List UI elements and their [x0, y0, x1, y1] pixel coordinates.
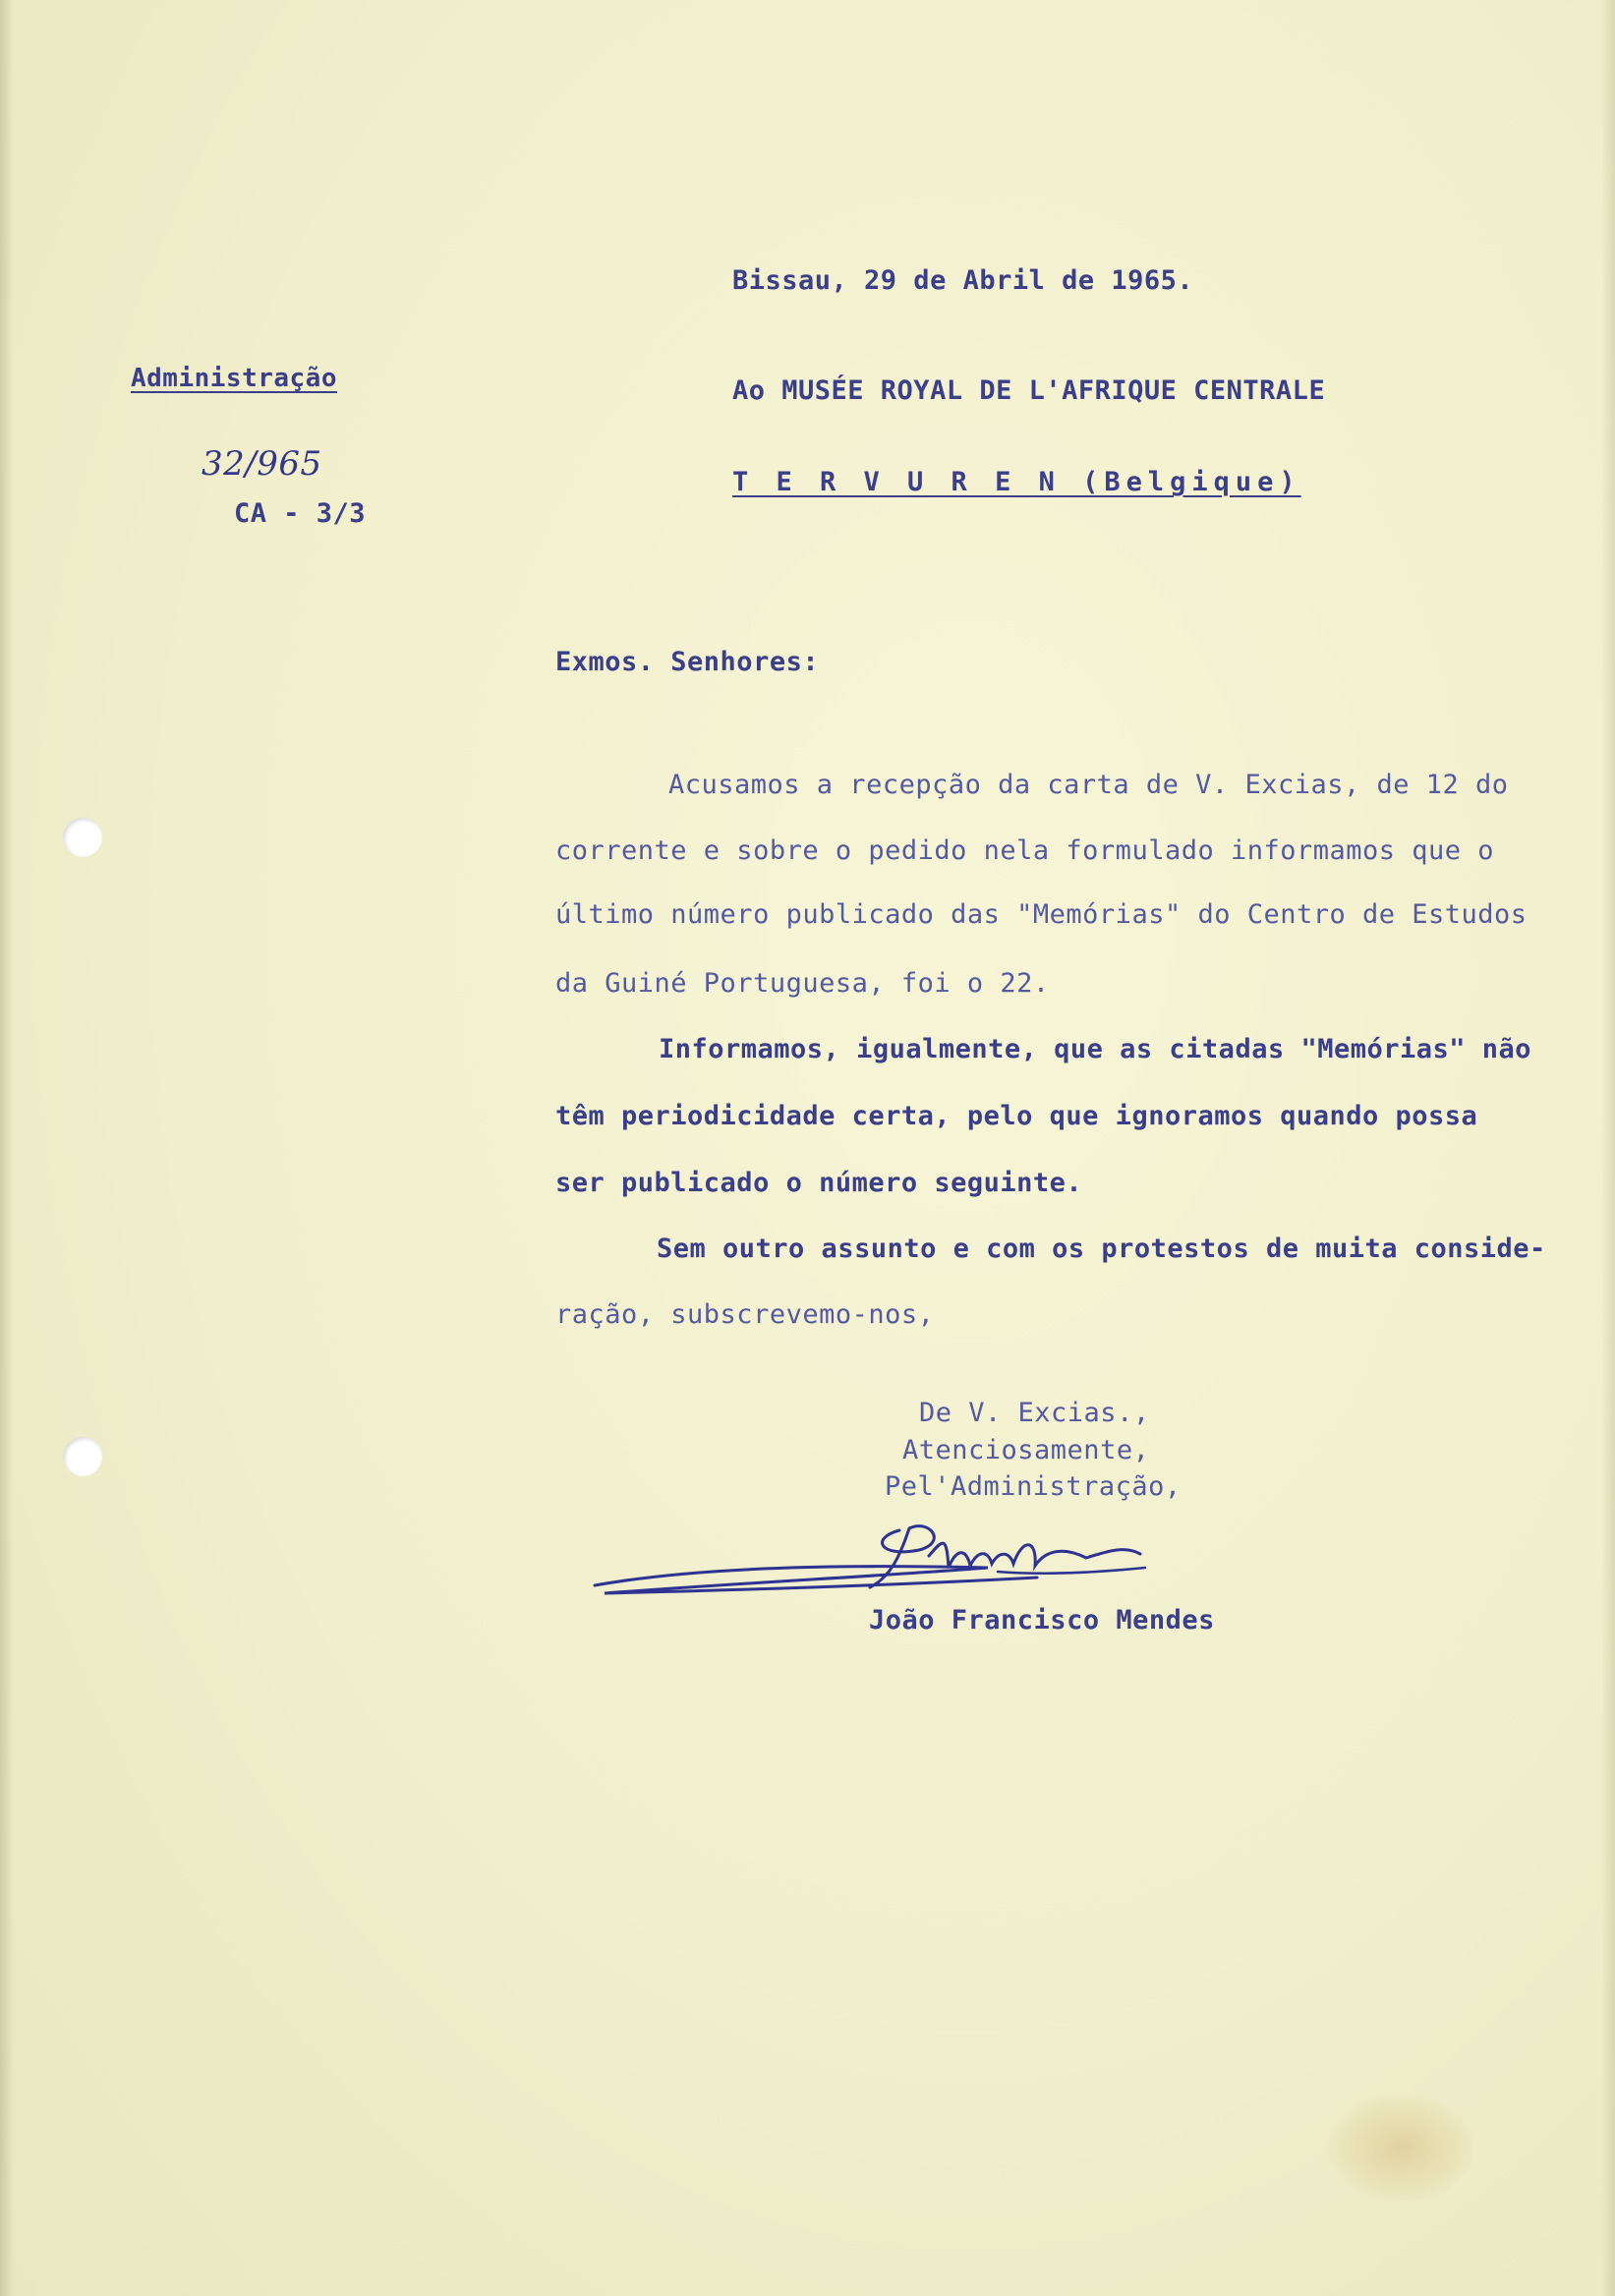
page-edge-left: [0, 0, 14, 2296]
reference-number: 32/965: [202, 444, 322, 484]
reference-code: CA - 3/3: [234, 498, 367, 529]
dateline: Bissau, 29 de Abril de 1965.: [732, 265, 1194, 296]
closing-line-1: De V. Excias.,: [919, 1398, 1150, 1428]
page-edge-right: [1601, 0, 1615, 2296]
signer-name: João Francisco Mendes: [869, 1605, 1215, 1636]
city: T E R V U R E N (Belgique): [732, 467, 1301, 497]
punch-hole-lower: [63, 1437, 102, 1476]
department-label: Administração: [131, 364, 337, 393]
body-line-9: ração, subscrevemo-nos,: [555, 1299, 935, 1330]
body-line-4: da Guiné Portuguesa, foi o 22.: [555, 968, 1050, 999]
body-line-8: Sem outro assunto e com os protestos de muita conside-: [657, 1234, 1546, 1264]
body-line-5: Informamos, igualmente, que as citadas "Memórias" não: [659, 1034, 1532, 1064]
body-line-2: corrente e sobre o pedido nela formulado informamos que o: [555, 835, 1495, 866]
closing-line-3: Pel'Administração,: [885, 1471, 1182, 1502]
body-line-6: têm periodicidade certa, pelo que ignoramos quando possa: [555, 1101, 1478, 1131]
punch-hole-upper: [63, 818, 102, 857]
body-line-7: ser publicado o número seguinte.: [555, 1168, 1083, 1198]
salutation: Exmos. Senhores:: [555, 647, 820, 677]
paper-stain: [1327, 2094, 1474, 2202]
closing-line-2: Atenciosamente,: [902, 1435, 1150, 1465]
handwritten-signature: [575, 1499, 1204, 1607]
body-line-1: Acusamos a recepção da carta de V. Excias, de 12 do: [668, 770, 1509, 800]
body-line-3: último número publicado das "Memórias" do Centro de Estudos: [555, 899, 1528, 930]
addressee: Ao MUSÉE ROYAL DE L'AFRIQUE CENTRALE: [732, 375, 1326, 406]
